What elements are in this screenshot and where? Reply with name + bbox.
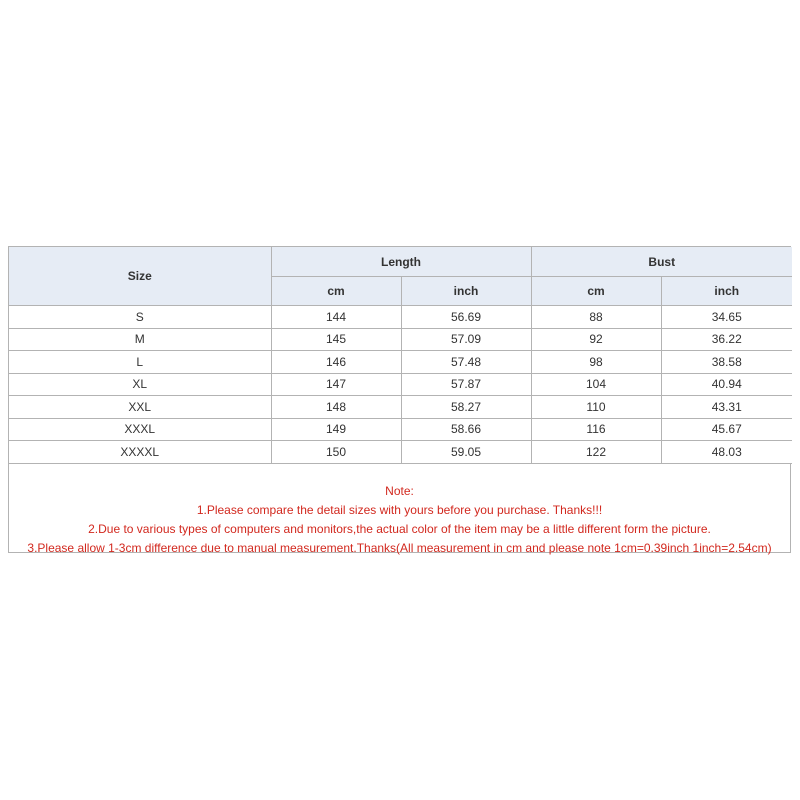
note-line-3: 3.Please allow 1-3cm difference due to manual measurement.Thanks(All measurement in cm and please note 1cm=0.39inch 1inch=2.54cm) — [27, 540, 772, 555]
bust-inch-header: inch — [661, 277, 792, 306]
length-cm-cell: 149 — [271, 418, 401, 441]
bust-inch-cell: 36.22 — [661, 328, 792, 351]
bust-cm-cell: 110 — [531, 396, 661, 419]
table-row — [9, 328, 792, 351]
length-cm-cell: 145 — [271, 328, 401, 351]
size-cell: S — [9, 306, 271, 329]
bust-cm-header: cm — [531, 277, 661, 306]
bust-cm-cell: 122 — [531, 441, 661, 464]
table-row — [9, 418, 792, 441]
bust-inch-cell: 34.65 — [661, 306, 792, 329]
length-inch-cell: 57.09 — [401, 328, 531, 351]
note-line-1: 1.Please compare the detail sizes with yours before you purchase. Thanks!!! — [196, 502, 603, 517]
bust-header: Bust — [531, 247, 792, 277]
length-cm-cell: 144 — [271, 306, 401, 329]
bust-cm-cell: 98 — [531, 351, 661, 374]
length-cm-cell: 148 — [271, 396, 401, 419]
size-cell: XXXXL — [9, 441, 271, 464]
size-cell: XXL — [9, 396, 271, 419]
note-title: Note: — [385, 483, 414, 498]
bust-inch-cell: 38.58 — [661, 351, 792, 374]
size-cell: L — [9, 351, 271, 374]
bust-cm-cell: 92 — [531, 328, 661, 351]
table-row — [9, 351, 792, 374]
size-table — [9, 247, 792, 464]
length-inch-cell: 58.27 — [401, 396, 531, 419]
bust-cm-cell: 104 — [531, 373, 661, 396]
length-inch-cell: 57.48 — [401, 351, 531, 374]
size-chart — [8, 246, 791, 553]
length-inch-cell: 58.66 — [401, 418, 531, 441]
length-cm-cell: 147 — [271, 373, 401, 396]
bust-inch-cell: 48.03 — [661, 441, 792, 464]
length-inch-cell: 56.69 — [401, 306, 531, 329]
size-header: Size — [9, 247, 271, 306]
bust-inch-cell: 45.67 — [661, 418, 792, 441]
table-row — [9, 306, 792, 329]
length-inch-cell: 59.05 — [401, 441, 531, 464]
bust-cm-cell: 88 — [531, 306, 661, 329]
bust-inch-cell: 40.94 — [661, 373, 792, 396]
bust-inch-cell: 43.31 — [661, 396, 792, 419]
length-cm-cell: 146 — [271, 351, 401, 374]
table-row — [9, 373, 792, 396]
length-inch-header: inch — [401, 277, 531, 306]
table-row — [9, 441, 792, 464]
size-cell: XL — [9, 373, 271, 396]
length-header: Length — [271, 247, 531, 277]
table-row — [9, 396, 792, 419]
length-cm-cell: 150 — [271, 441, 401, 464]
note-line-2: 2.Due to various types of computers and monitors,the actual color of the item may be a little different form the picture. — [88, 521, 711, 536]
length-inch-cell: 57.87 — [401, 373, 531, 396]
bust-cm-cell: 116 — [531, 418, 661, 441]
length-cm-header: cm — [271, 277, 401, 306]
size-cell: M — [9, 328, 271, 351]
notes-section — [9, 464, 790, 558]
size-cell: XXXL — [9, 418, 271, 441]
